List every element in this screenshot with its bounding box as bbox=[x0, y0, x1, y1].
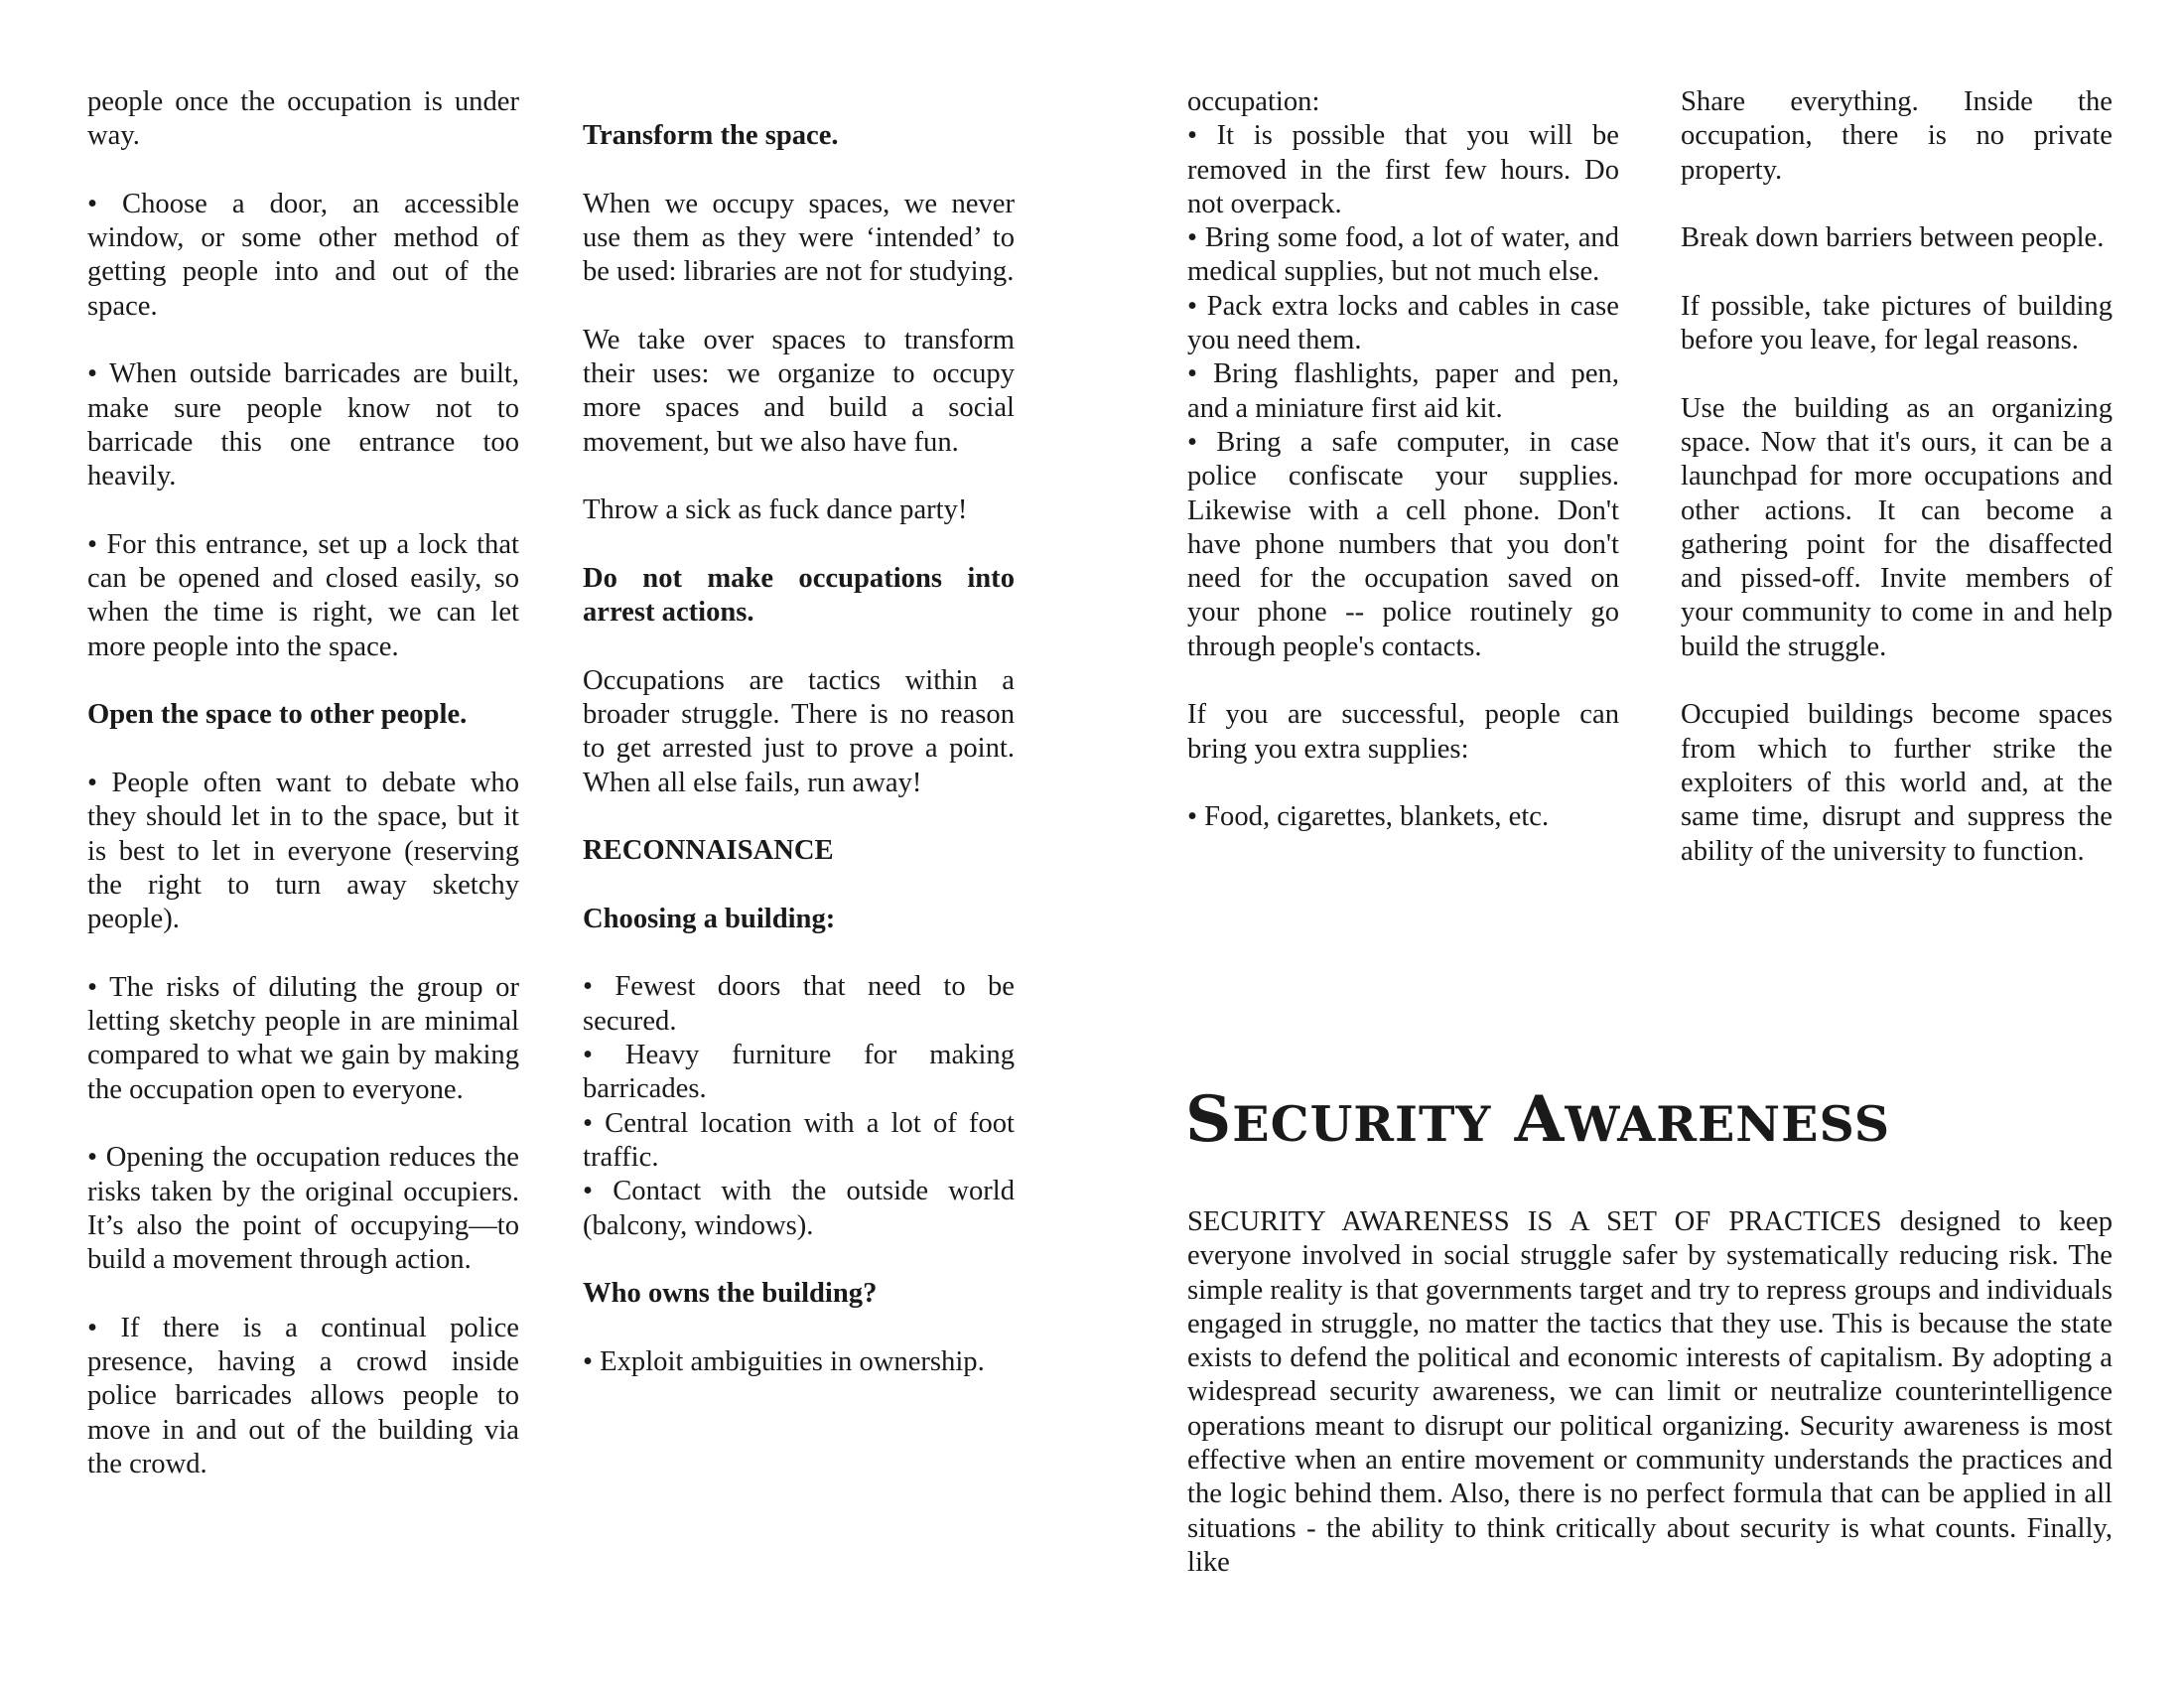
subheading: Who owns the building? bbox=[583, 1278, 878, 1310]
paragraph-gap bbox=[87, 324, 519, 357]
paragraph-gap bbox=[583, 528, 1015, 562]
paragraph: • Heavy furniture for making barricades. bbox=[583, 1040, 1015, 1105]
paragraph: Occupied buildings become spaces from which to further strike the exploiters of this world and, at the same time, disrupt and suppress the ability of the university to function. bbox=[1681, 699, 2113, 867]
paragraph: • Bring flashlights, paper and pen, and a miniature first aid kit. bbox=[1187, 358, 1619, 424]
paragraph-gap bbox=[87, 1107, 519, 1141]
paragraph: • Fewest doors that need to be secured. bbox=[583, 971, 1015, 1037]
paragraph: • Bring a safe computer, in case police confiscate your supplies. Likewise with a cell phone. Don't have phone numbers that you don't need for the occupation saved on your phone -- police routinely go through people's contacts. bbox=[1187, 426, 1619, 662]
paragraph: • Exploit ambiguities in ownership. bbox=[583, 1345, 985, 1377]
heading-rest-awareness: WARENESS bbox=[1565, 1095, 1891, 1153]
subheading: Choosing a building: bbox=[583, 903, 836, 934]
paragraph-gap bbox=[87, 154, 519, 188]
left-page-column-2 bbox=[583, 119, 1015, 1379]
paragraph-gap bbox=[583, 289, 1015, 323]
paragraph: Occupations are tactics within a broader struggle. There is no reason to get arrested just to prove a point. When all else fails, run away! bbox=[583, 664, 1015, 798]
left-page-column-1 bbox=[87, 85, 519, 1481]
paragraph: We take over spaces to transform their uses: we organize to occupy more spaces and build a social movement, but we also have fun. bbox=[583, 324, 1015, 458]
paragraph: • People often want to debate who they should let in to the space, but it is best to let in everyone (reserving the right to turn away sketchy people). bbox=[87, 767, 519, 935]
paragraph: If you are successful, people can bring you extra supplies: bbox=[1187, 699, 1619, 765]
paragraph-gap bbox=[583, 1243, 1015, 1277]
paragraph: • If there is a continual police presence, having a crowd inside police barricades allows people to move in and out of the building via the crowd. bbox=[87, 1312, 519, 1479]
paragraph-gap bbox=[87, 664, 519, 698]
paragraph: • Pack extra locks and cables in case you need them. bbox=[1187, 290, 1619, 356]
paragraph: If possible, take pictures of building before you leave, for legal reasons. bbox=[1681, 290, 2113, 356]
paragraph-gap bbox=[583, 1311, 1015, 1344]
paragraph: • Food, cigarettes, blankets, etc. bbox=[1187, 801, 1550, 833]
paragraph: • When outside barricades are built, make sure people know not to barricade this one entrance too heavily. bbox=[87, 358, 519, 492]
paragraph-gap bbox=[1681, 255, 2113, 289]
paragraph: Use the building as an organizing space. Now that it's ours, it can be a launchpad for more occupations and other actions. It can become a gathering point for the disaffected and pissed-off. Invite members of your community to come in and help build the struggle. bbox=[1681, 392, 2113, 662]
paragraph: Break down barriers between people. bbox=[1681, 222, 2105, 254]
paragraph-gap bbox=[87, 936, 519, 970]
subheading: RECONNAISANCE bbox=[583, 835, 834, 867]
paragraph-gap bbox=[583, 460, 1015, 493]
subheading: Transform the space. bbox=[583, 120, 839, 151]
paragraph: occupation: bbox=[1187, 86, 1320, 117]
paragraph: Throw a sick as fuck dance party! bbox=[583, 494, 968, 526]
paragraph-gap bbox=[87, 1277, 519, 1311]
paragraph-gap bbox=[1681, 357, 2113, 391]
paragraph: Share everything. Inside the occupation, there is no private property. bbox=[1681, 86, 2113, 186]
right-page-column-1 bbox=[1187, 85, 1619, 835]
heading-initial-s: S bbox=[1185, 1082, 1233, 1157]
paragraph-gap bbox=[87, 494, 519, 528]
paragraph-gap bbox=[87, 733, 519, 767]
right-page-column-2 bbox=[1681, 85, 2113, 869]
paragraph-gap bbox=[1187, 664, 1619, 698]
paragraph-gap bbox=[583, 869, 1015, 903]
paragraph: • The risks of diluting the group or letting sketchy people in are minimal compared to what we gain by making the occupation open to everyone. bbox=[87, 971, 519, 1105]
paragraph: • Bring some food, a lot of water, and medical supplies, but not much else. bbox=[1187, 222, 1619, 288]
heading-initial-a: A bbox=[1514, 1082, 1566, 1157]
heading-rest-security: ECURITY bbox=[1232, 1095, 1492, 1153]
paragraph-gap bbox=[583, 153, 1015, 187]
paragraph: people once the occupation is under way. bbox=[87, 86, 519, 152]
subheading: Do not make occupations into arrest actions. bbox=[583, 562, 1015, 629]
paragraph: • For this entrance, set up a lock that can be opened and closed easily, so when the time is right, we can let more people into the space. bbox=[87, 528, 519, 662]
subheading: Open the space to other people. bbox=[87, 699, 468, 731]
paragraph: • Central location with a lot of foot traffic. bbox=[583, 1107, 1015, 1173]
paragraph: • It is possible that you will be removed in the first few hours. Do not overpack. bbox=[1187, 120, 1619, 219]
section-heading bbox=[1185, 1082, 1890, 1157]
paragraph: • Opening the occupation reduces the risks taken by the original occupiers. It’s also the point of occupying—to build a movement through action. bbox=[87, 1142, 519, 1276]
section-body-text: SECURITY AWARENESS IS A SET OF PRACTICES designed to keep everyone involved in social struggle safer by systematically reducing risk. The simple reality is that governments target and try to repress groups and individuals engaged in struggle, no matter the tactics that they use. This is because the state exists to defend the political and economic interests of capitalism. By adopting a widespread security awareness, we can limit or neutralize counterintelligence operations meant to disrupt our political organizing. Security awareness is most effective when an entire movement or community understands the practices and the logic behind them. Also, there is no perfect formula that can be applied in all situations - the ability to think critically about security is what counts. Finally, like bbox=[1187, 1206, 2113, 1578]
paragraph-gap bbox=[1681, 188, 2113, 221]
paragraph-gap bbox=[583, 630, 1015, 663]
paragraph-gap bbox=[1187, 767, 1619, 800]
paragraph-gap bbox=[1681, 664, 2113, 698]
paragraph: • Contact with the outside world (balcony, windows). bbox=[583, 1176, 1015, 1241]
paragraph-gap bbox=[583, 936, 1015, 970]
paragraph: • Choose a door, an accessible window, or some other method of getting people into and out of the space. bbox=[87, 188, 519, 322]
paragraph-gap bbox=[583, 800, 1015, 834]
paragraph: When we occupy spaces, we never use them as they were ‘intended’ to be used: libraries are not for studying. bbox=[583, 188, 1015, 288]
